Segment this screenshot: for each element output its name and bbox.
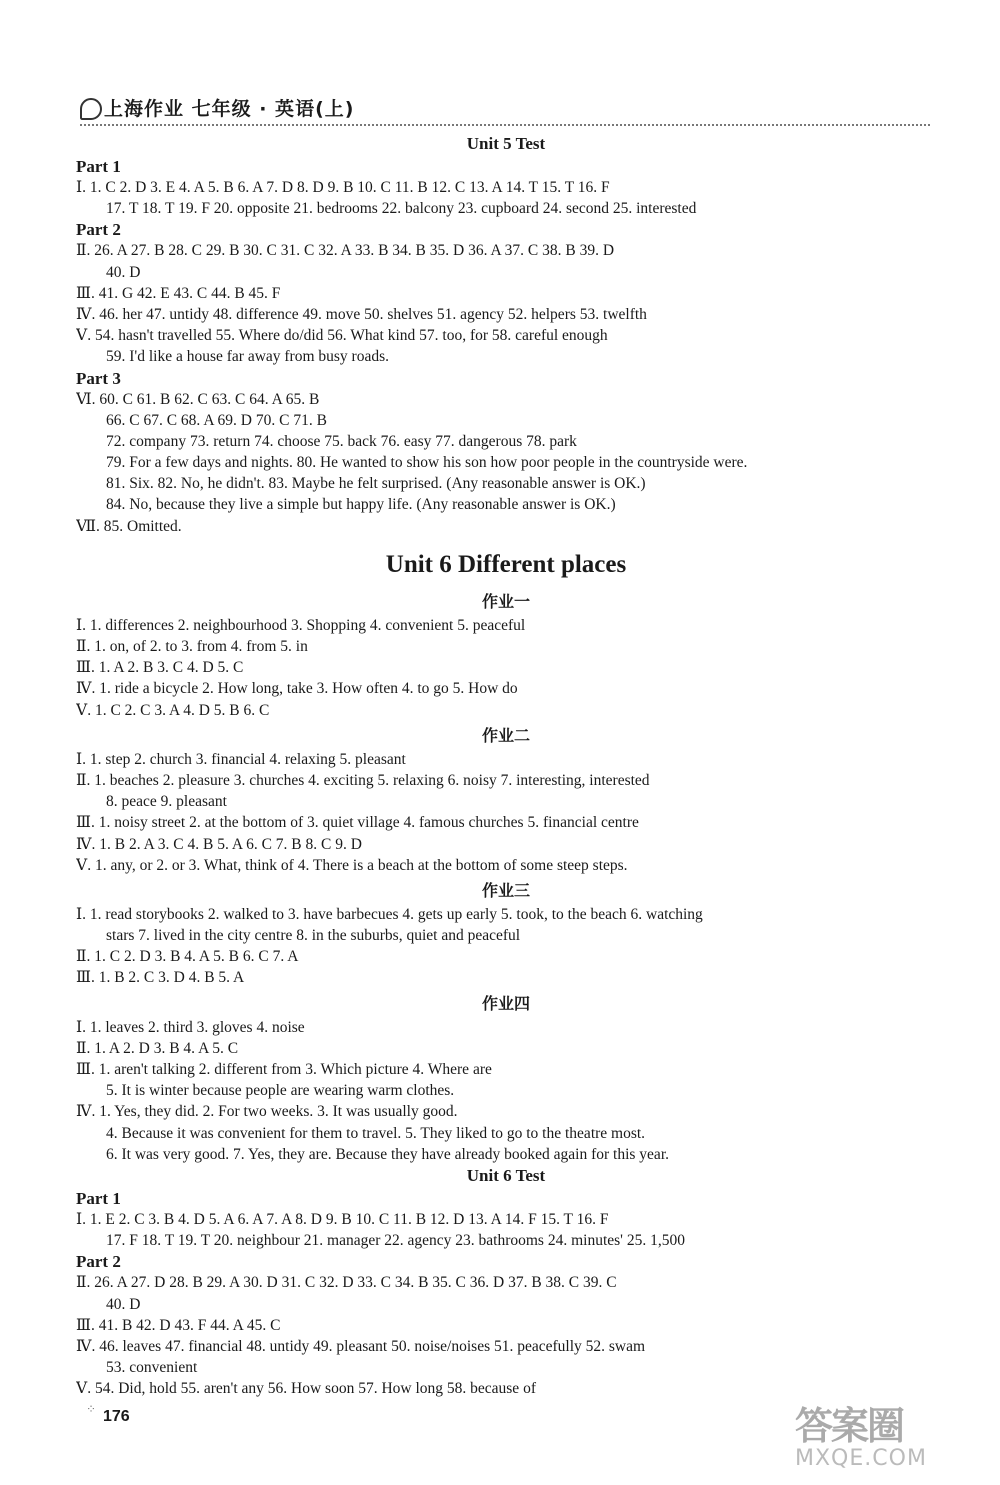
answer-line: Ⅱ. 26. A 27. B 28. C 29. B 30. C 31. C 32. A 33. B 34. B 35. D 36. A 37. C 38. B 39. D bbox=[76, 242, 615, 260]
homework-section-heading: 作业一 bbox=[481, 591, 530, 611]
answer-line: Ⅴ. 54. hasn't travelled 55. Where do/did 56. What kind 57. too, for 58. careful enough bbox=[76, 327, 608, 345]
answer-line: Ⅲ. 1. B 2. C 3. D 4. B 5. A bbox=[76, 969, 245, 987]
answer-line: 53. convenient bbox=[106, 1359, 198, 1377]
answer-line: 40. D bbox=[106, 263, 141, 281]
answer-key-content bbox=[76, 133, 936, 1399]
answer-line: Ⅱ. 1. on, of 2. to 3. from 4. from 5. in bbox=[76, 638, 308, 655]
answer-line: Ⅵ. 60. C 61. B 62. C 63. C 64. A 65. B bbox=[76, 390, 320, 408]
watermark bbox=[795, 1395, 985, 1480]
answer-line: 8. peace 9. pleasant bbox=[106, 793, 227, 811]
answer-line: Ⅱ. 1. C 2. D 3. B 4. A 5. B 6. C 7. A bbox=[76, 948, 299, 966]
answer-line: 72. company 73. return 74. choose 75. back 76. easy 77. dangerous 78. park bbox=[106, 432, 577, 450]
answer-line: Ⅲ. 1. noisy street 2. at the bottom of 3. quiet village 4. famous churches 5. financial centre bbox=[76, 814, 639, 832]
homework-section-heading: 作业二 bbox=[481, 725, 530, 745]
answer-line: 84. No, because they live a simple but happy life. (Any reasonable answer is OK.) bbox=[106, 496, 616, 514]
answer-line: Ⅳ. 1. Yes, they did. 2. For two weeks. 3. It was usually good. bbox=[76, 1103, 458, 1121]
answer-line: Ⅰ. 1. C 2. D 3. E 4. A 5. B 6. A 7. D 8. D 9. B 10. C 11. B 12. C 13. A 14. T 15. T 16. F bbox=[76, 179, 610, 196]
watermark-logo: 答案圈 bbox=[795, 1404, 904, 1448]
answer-line: Ⅴ. 1. any, or 2. or 3. What, think of 4. There is a beach at the bottom of some steep steps. bbox=[76, 856, 628, 874]
page-number: 176 bbox=[103, 1408, 130, 1425]
answer-line: Ⅲ. 41. G 42. E 43. C 44. B 45. F bbox=[76, 284, 281, 302]
answer-line: 17. F 18. T 19. T 20. neighbour 21. manager 22. agency 23. bathrooms 24. minutes' 25. 1,500 bbox=[106, 1232, 685, 1250]
answer-line: 66. C 67. C 68. A 69. D 70. C 71. B bbox=[106, 411, 327, 429]
part-heading: Part 3 bbox=[76, 368, 121, 388]
part-heading: Part 1 bbox=[76, 157, 121, 176]
watermark-url: MXQE.COM bbox=[795, 1446, 927, 1471]
answer-line: Ⅳ. 1. ride a bicycle 2. How long, take 3. How often 4. to go 5. How do bbox=[76, 680, 518, 698]
header-title: 上海作业 七年级 · 英语(上) bbox=[104, 98, 355, 120]
homework-section-heading: 作业三 bbox=[481, 880, 530, 900]
header-divider bbox=[80, 124, 930, 126]
answer-line: Ⅲ. 41. B 42. D 43. F 44. A 45. C bbox=[76, 1316, 281, 1334]
answer-line: Ⅴ. 54. Did, hold 55. aren't any 56. How soon 57. How long 58. because of bbox=[76, 1380, 536, 1398]
answer-line: Ⅰ. 1. read storybooks 2. walked to 3. have barbecues 4. gets up early 5. took, to the beach 6. watching bbox=[76, 905, 703, 923]
answer-line: Ⅰ. 1. E 2. C 3. B 4. D 5. A 6. A 7. A 8. D 9. B 10. C 11. B 12. D 13. A 14. F 15. T 16. F bbox=[76, 1210, 609, 1228]
answer-line: Ⅶ. 85. Omitted. bbox=[76, 517, 182, 535]
answer-line: 79. For a few days and nights. 80. He wanted to show his son how poor people in the countryside were. bbox=[106, 454, 748, 472]
answer-line: Ⅲ. 1. A 2. B 3. C 4. D 5. C bbox=[76, 659, 244, 677]
homework-section-heading: 作业四 bbox=[481, 993, 530, 1013]
answer-line: 40. D bbox=[106, 1295, 141, 1313]
answer-line: 17. T 18. T 19. F 20. opposite 21. bedrooms 22. balcony 23. cupboard 24. second 25. interested bbox=[106, 200, 697, 218]
answer-line: Ⅳ. 1. B 2. A 3. C 4. B 5. A 6. C 7. B 8. C 9. D bbox=[76, 835, 362, 853]
answer-line: 6. It was very good. 7. Yes, they are. Because they have already booked again for this year. bbox=[106, 1145, 669, 1163]
page-corner-decoration-icon: ⁘ bbox=[86, 1402, 97, 1416]
answer-line: Ⅳ. 46. her 47. untidy 48. difference 49. move 50. shelves 51. agency 52. helpers 53. twelfth bbox=[76, 305, 647, 323]
unit-test-heading: Unit 6 Test bbox=[466, 1165, 546, 1185]
answer-line: Ⅴ. 1. C 2. C 3. A 4. D 5. B 6. C bbox=[76, 701, 270, 719]
answer-line: Ⅲ. 1. aren't talking 2. different from 3. Which picture 4. Where are bbox=[76, 1061, 492, 1078]
answer-line: 81. Six. 82. No, he didn't. 83. Maybe he felt surprised. (Any reasonable answer is OK.) bbox=[106, 475, 646, 493]
answer-line: 59. I'd like a house far away from busy roads. bbox=[106, 348, 390, 366]
answer-line: 4. Because it was convenient for them to travel. 5. They liked to go to the theatre most. bbox=[106, 1124, 646, 1142]
page-header bbox=[80, 94, 930, 124]
answer-line: Ⅱ. 1. A 2. D 3. B 4. A 5. C bbox=[76, 1039, 239, 1057]
part-heading: Part 2 bbox=[76, 1252, 121, 1272]
answer-line: Ⅱ. 1. beaches 2. pleasure 3. churches 4. exciting 5. relaxing 6. noisy 7. interesting, interested bbox=[76, 771, 650, 789]
part-heading: Part 1 bbox=[76, 1188, 121, 1208]
book-logo-icon bbox=[80, 98, 102, 120]
answer-line: 5. It is winter because people are wearing warm clothes. bbox=[106, 1082, 455, 1100]
answer-line: Ⅳ. 46. leaves 47. financial 48. untidy 49. pleasant 50. noise/noises 51. peacefully 52. swam bbox=[76, 1337, 646, 1355]
answer-line: Ⅰ. 1. leaves 2. third 3. gloves 4. noise bbox=[76, 1018, 305, 1036]
answer-line: Ⅰ. 1. differences 2. neighbourhood 3. Shopping 4. convenient 5. peaceful bbox=[76, 616, 526, 634]
answer-line: Ⅱ. 26. A 27. D 28. B 29. A 30. D 31. C 32. D 33. C 34. B 35. C 36. D 37. B 38. C 39. C bbox=[76, 1274, 617, 1292]
answer-line: stars 7. lived in the city centre 8. in the suburbs, quiet and peaceful bbox=[106, 927, 521, 945]
part-heading: Part 2 bbox=[76, 220, 121, 240]
unit-test-heading: Unit 5 Test bbox=[466, 134, 546, 153]
unit-title: Unit 6 Different places bbox=[385, 550, 627, 578]
answer-line: Ⅰ. 1. step 2. church 3. financial 4. relaxing 5. pleasant bbox=[76, 750, 406, 768]
